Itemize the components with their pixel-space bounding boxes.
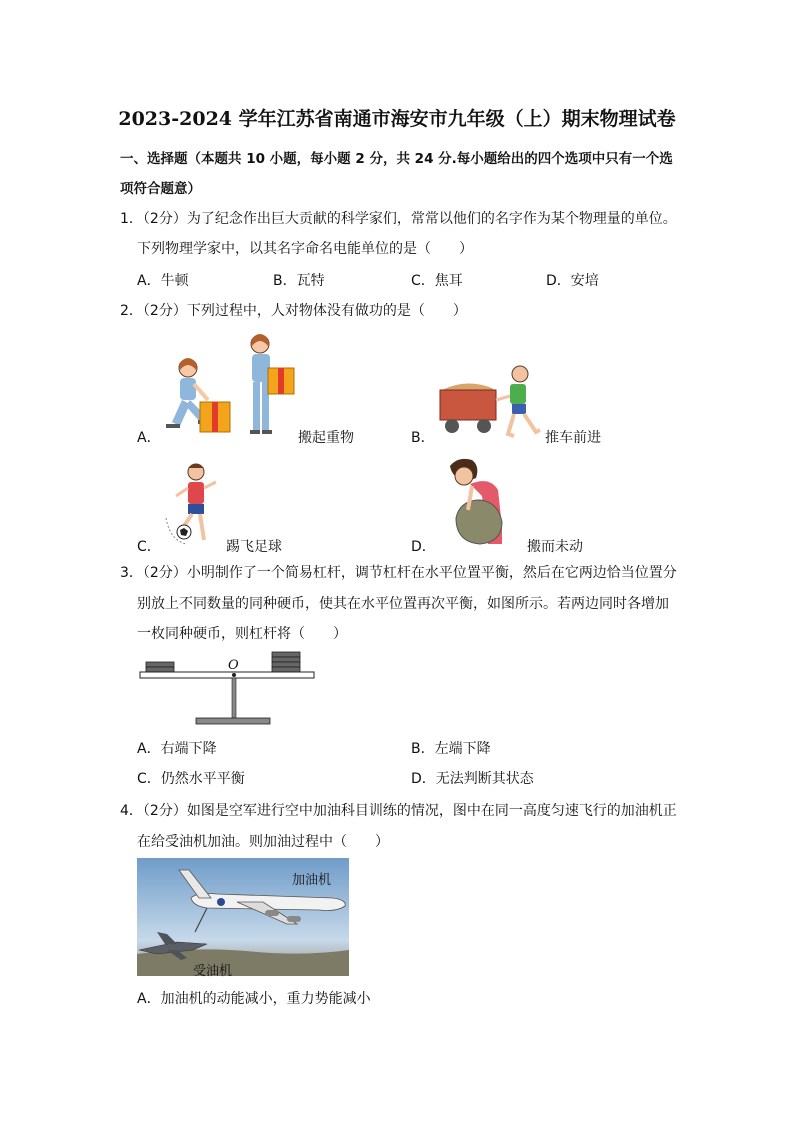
lifting-box-illustration — [160, 330, 300, 440]
receiver-label: 受油机 — [193, 964, 233, 979]
q2-option-b[interactable]: B． — [411, 430, 435, 446]
question-4-line2: 在给受油机加油。则加油过程中（ ） — [137, 834, 389, 850]
pushing-rock-illustration — [436, 456, 528, 548]
q2-option-c[interactable]: C． — [137, 539, 161, 555]
question-3-line2: 别放上不同数量的同种硬币，使其在水平位置再次平衡，如图所示。若两边同时各增加 — [137, 596, 669, 612]
q3-option-d[interactable]: D．无法判断其状态 — [411, 771, 534, 787]
q2-caption-d: 搬而未动 — [527, 539, 583, 555]
question-3-line1: 3．（2分）小明制作了一个简易杠杆，调节杠杆在水平位置平衡，然后在它两边恰当位置分 — [120, 565, 677, 581]
q2-caption-a: 搬起重物 — [298, 430, 354, 446]
page-title: 2023-2024 学年江苏省南通市海安市九年级（上）期末物理试卷 — [118, 108, 676, 130]
q2-option-a[interactable]: A． — [137, 430, 161, 446]
q2-caption-b: 推车前进 — [545, 430, 601, 446]
kicking-ball-illustration — [160, 460, 230, 550]
q2-caption-c: 踢飞足球 — [226, 539, 282, 555]
q1-option-c[interactable]: C．焦耳 — [411, 273, 463, 289]
question-4-line1: 4．（2分）如图是空军进行空中加油科目训练的情况，图中在同一高度匀速飞行的加油机正 — [120, 803, 677, 819]
q1-option-a[interactable]: A．牛顿 — [137, 273, 189, 289]
pushing-cart-illustration — [436, 360, 546, 440]
q4-option-a[interactable]: A．加油机的动能减小，重力势能减小 — [137, 991, 371, 1007]
q1-option-b[interactable]: B．瓦特 — [273, 273, 325, 289]
q3-option-c[interactable]: C．仍然水平平衡 — [137, 771, 245, 787]
question-1-line2: 下列物理学家中，以其名字命名电能单位的是（ ） — [137, 241, 473, 257]
q3-option-a[interactable]: A．右端下降 — [137, 741, 217, 757]
q2-option-d[interactable]: D． — [411, 539, 436, 555]
q3-option-b[interactable]: B．左端下降 — [411, 741, 491, 757]
q1-option-d[interactable]: D．安培 — [546, 273, 599, 289]
section-header-line1: 一、选择题（本题共 10 小题，每小题 2 分，共 24 分.每小题给出的四个选项中只有一个选 — [120, 151, 673, 167]
question-1-line1: 1．（2分）为了纪念作出巨大贡献的科学家们，常常以他们的名字作为某个物理量的单位。 — [120, 211, 677, 227]
question-3-line3: 一枚同种硬币，则杠杆将（ ） — [137, 626, 347, 642]
question-2-line1: 2．（2分）下列过程中，人对物体没有做功的是（ ） — [120, 303, 467, 319]
fulcrum-label: O — [228, 658, 239, 673]
section-header-line2: 项符合题意） — [120, 181, 201, 197]
tanker-label: 加油机 — [292, 873, 332, 888]
